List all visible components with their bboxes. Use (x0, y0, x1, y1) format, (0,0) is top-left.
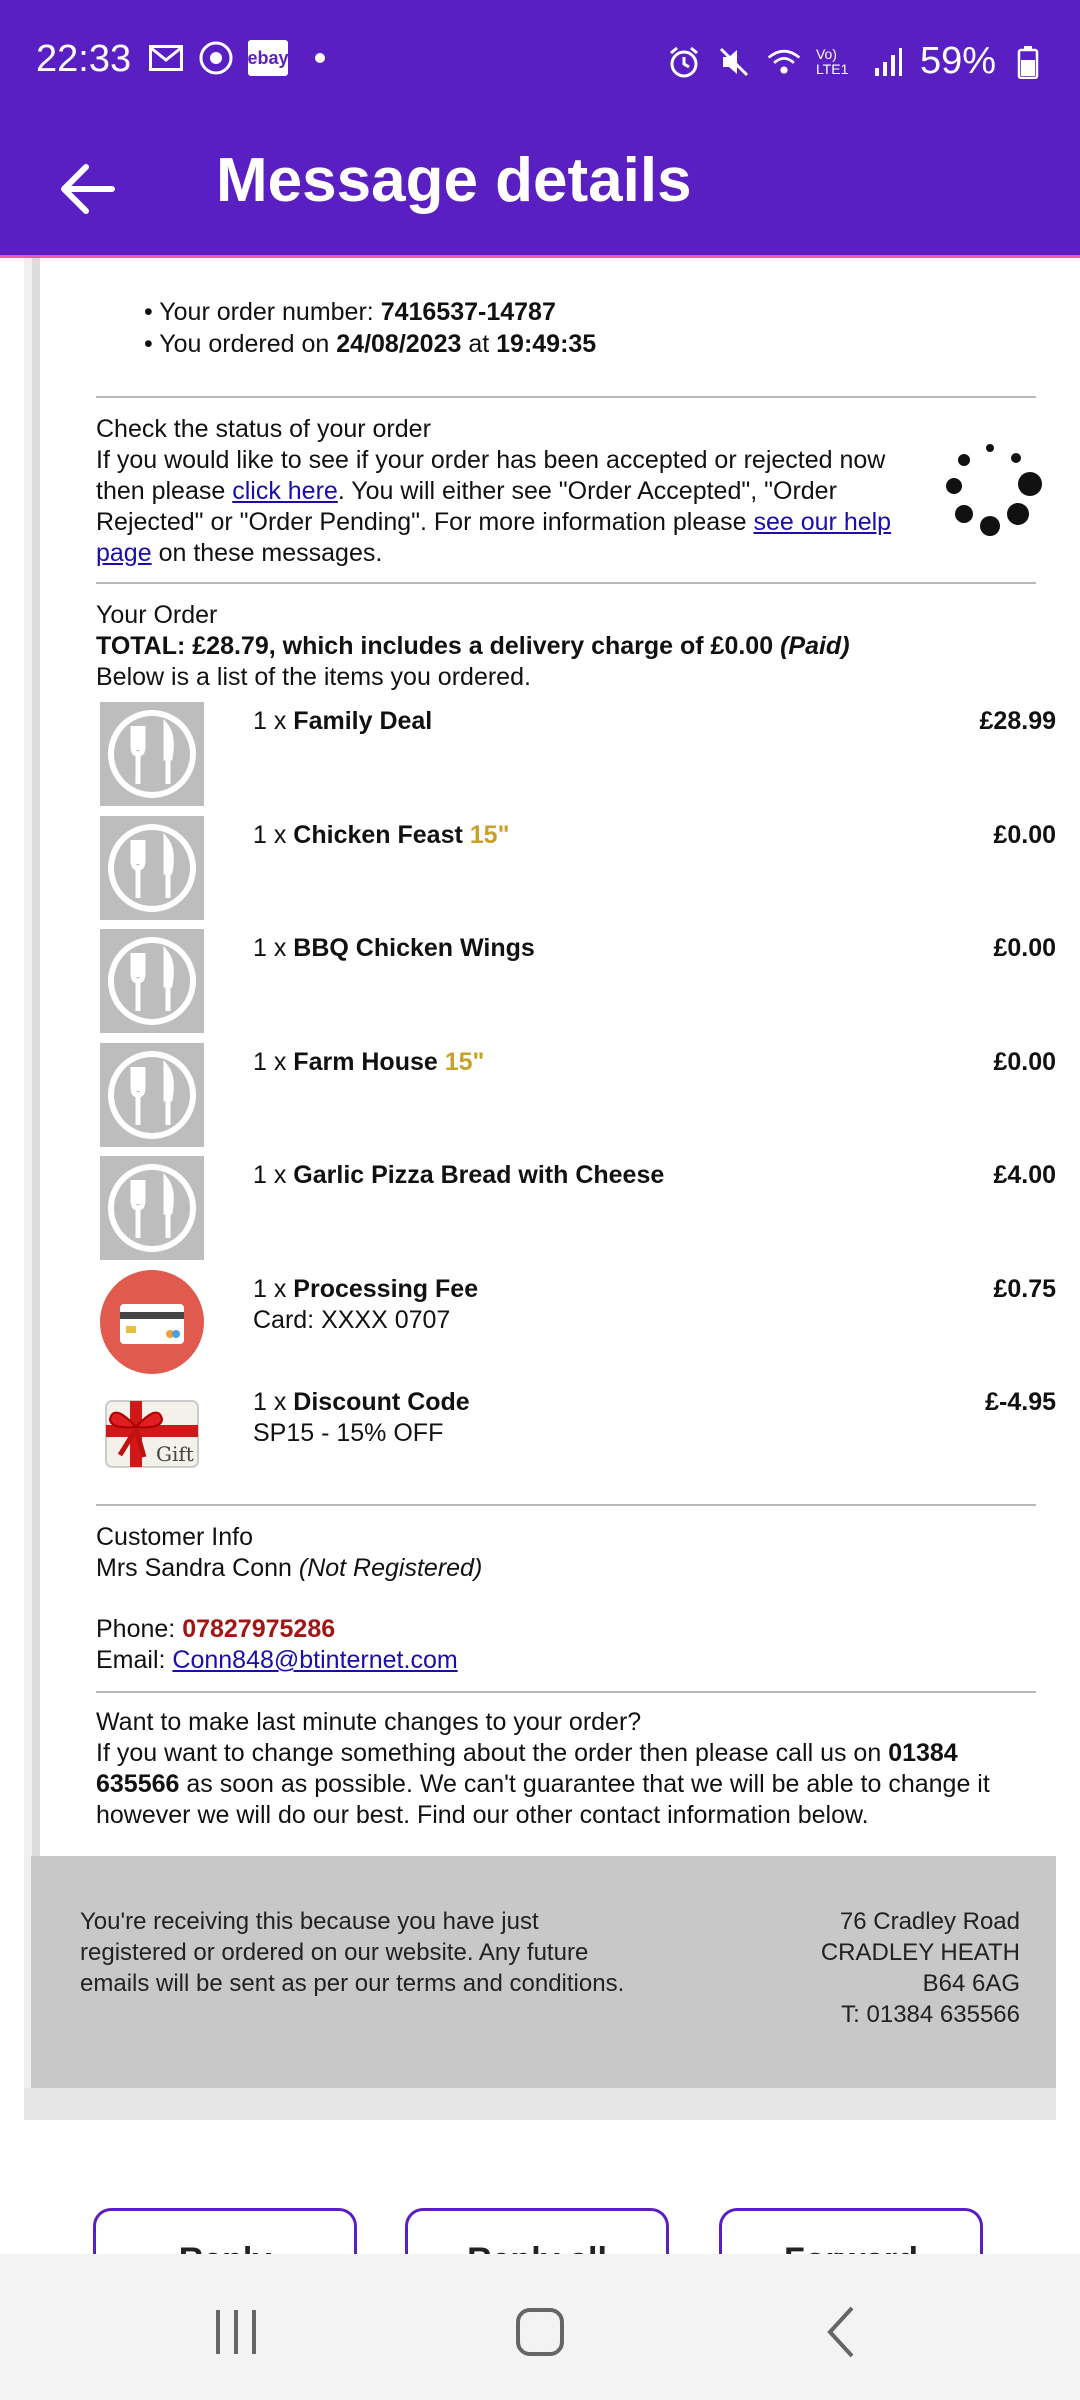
wifi-icon (766, 44, 802, 80)
item-name: 1 x Chicken Feast 15" (253, 821, 510, 849)
customer-phone: Phone: 07827975286 (96, 1615, 336, 1643)
item-price: £4.00 (993, 1161, 1056, 1189)
dot-icon (302, 40, 338, 76)
back-nav-icon[interactable] (812, 2302, 872, 2362)
click-here-link[interactable]: click here (232, 477, 338, 505)
status-section (96, 414, 926, 569)
order-total: TOTAL: £28.79, which includes a delivery charge of £0.00 (Paid) (96, 632, 850, 660)
ebay-icon: ebay (248, 40, 288, 76)
customer-section (96, 1522, 1036, 1676)
system-icons (666, 40, 1046, 83)
item-subtext: Card: XXXX 0707 (253, 1306, 451, 1334)
item-subtext: SP15 - 15% OFF (253, 1419, 444, 1447)
item-name: 1 x Processing Fee Card: XXXX 0707 (253, 1275, 479, 1334)
order-item (96, 702, 1056, 814)
page-title: Message details (216, 146, 692, 215)
status-bar (0, 0, 1080, 125)
notification-icons (148, 40, 338, 76)
order-section (96, 600, 1036, 693)
top-app-bar (0, 0, 1080, 258)
divider (96, 582, 1036, 584)
battery-icon (1010, 44, 1046, 80)
mute-icon (716, 44, 752, 80)
order-list-intro: Below is a list of the items you ordered. (96, 663, 531, 691)
customer-name: Mrs Sandra Conn (Not Registered) (96, 1554, 483, 1582)
cutlery-icon (100, 929, 204, 1033)
order-summary (144, 296, 596, 360)
loading-spinner-icon (932, 436, 1052, 546)
status-time: 22:33 (36, 38, 132, 80)
order-item (96, 1270, 1056, 1382)
changes-heading: Want to make last minute changes to your order? (96, 1708, 642, 1736)
item-name: 1 x BBQ Chicken Wings (253, 934, 535, 962)
order-item (96, 1043, 1056, 1155)
gift-label: Gift (156, 1442, 194, 1466)
system-nav-bar (0, 2254, 1080, 2400)
divider (96, 396, 1036, 398)
divider (96, 1504, 1036, 1506)
network-label: Vo) LTE1 (815, 45, 849, 77)
order-time: 19:49:35 (496, 330, 597, 358)
home-icon[interactable] (510, 2302, 570, 2362)
order-heading: Your Order (96, 601, 218, 629)
customer-heading: Customer Info (96, 1523, 254, 1551)
alarm-icon (666, 44, 702, 80)
email-footer (31, 1856, 1056, 2088)
changes-text: If you want to change something about the order then please call us on 01384 635566 as soon as possible. We can't guarantee that we will be able to change it however we will do our best. Find our other contact information below. (96, 1739, 990, 1829)
order-item (96, 929, 1056, 1041)
help-page-link[interactable]: see our help page (96, 508, 892, 567)
signal-icon (870, 44, 906, 80)
email-card (32, 258, 1056, 2114)
item-price: £0.00 (993, 821, 1056, 849)
cutlery-icon (100, 816, 204, 920)
gift-icon (100, 1383, 204, 1487)
chrome-icon (198, 40, 234, 76)
action-buttons (0, 2208, 1080, 2254)
cutlery-icon (100, 702, 204, 806)
item-name: 1 x Family Deal (253, 707, 433, 735)
item-price: £-4.95 (985, 1388, 1056, 1416)
order-item (96, 1156, 1056, 1268)
cutlery-icon (100, 1156, 204, 1260)
mail-icon (148, 40, 184, 76)
footer-address: 76 Cradley Road CRADLEY HEATH B64 6AG T: 01384 635566 (820, 1908, 1020, 2028)
order-item (96, 816, 1056, 928)
item-price: £0.00 (993, 1048, 1056, 1076)
divider (96, 1691, 1036, 1693)
customer-email: Email: Conn848@btinternet.com (96, 1646, 458, 1674)
cutlery-icon (100, 1043, 204, 1147)
order-item (96, 1383, 1056, 1495)
changes-section (96, 1707, 1036, 1831)
back-arrow-icon[interactable] (52, 149, 132, 229)
item-name: 1 x Garlic Pizza Bread with Cheese (253, 1161, 665, 1189)
status-text: If you would like to see if your order has been accepted or rejected now then please click here. You will either see "Order Accepted", "Order Rejected" or "Order Pending". For more information please see our help page on these messages. (96, 446, 892, 567)
recent-apps-icon[interactable] (206, 2302, 266, 2362)
battery-percent: 59% (919, 40, 996, 82)
app-bar (0, 125, 1080, 255)
item-price: £28.99 (979, 707, 1056, 735)
status-heading: Check the status of your order (96, 415, 431, 443)
order-date-line: • You ordered on 24/08/2023 at 19:49:35 (144, 328, 596, 360)
credit-card-icon (100, 1270, 204, 1374)
order-number-line: • Your order number: 7416537-14787 (144, 296, 596, 328)
message-body (24, 258, 1056, 2118)
item-name: 1 x Farm House 15" (253, 1048, 485, 1076)
item-price: £0.00 (993, 934, 1056, 962)
item-name: 1 x Discount Code SP15 - 15% OFF (253, 1388, 470, 1447)
footer-band (24, 2088, 1056, 2120)
order-date: 24/08/2023 (336, 330, 462, 358)
footer-notice: You're receiving this because you have just registered or ordered on our website. Any future emails will be sent as per our terms and conditions. (80, 1908, 625, 1997)
item-price: £0.75 (993, 1275, 1056, 1303)
order-number: 7416537-14787 (380, 298, 556, 326)
email-link[interactable]: Conn848@btinternet.com (172, 1646, 458, 1674)
